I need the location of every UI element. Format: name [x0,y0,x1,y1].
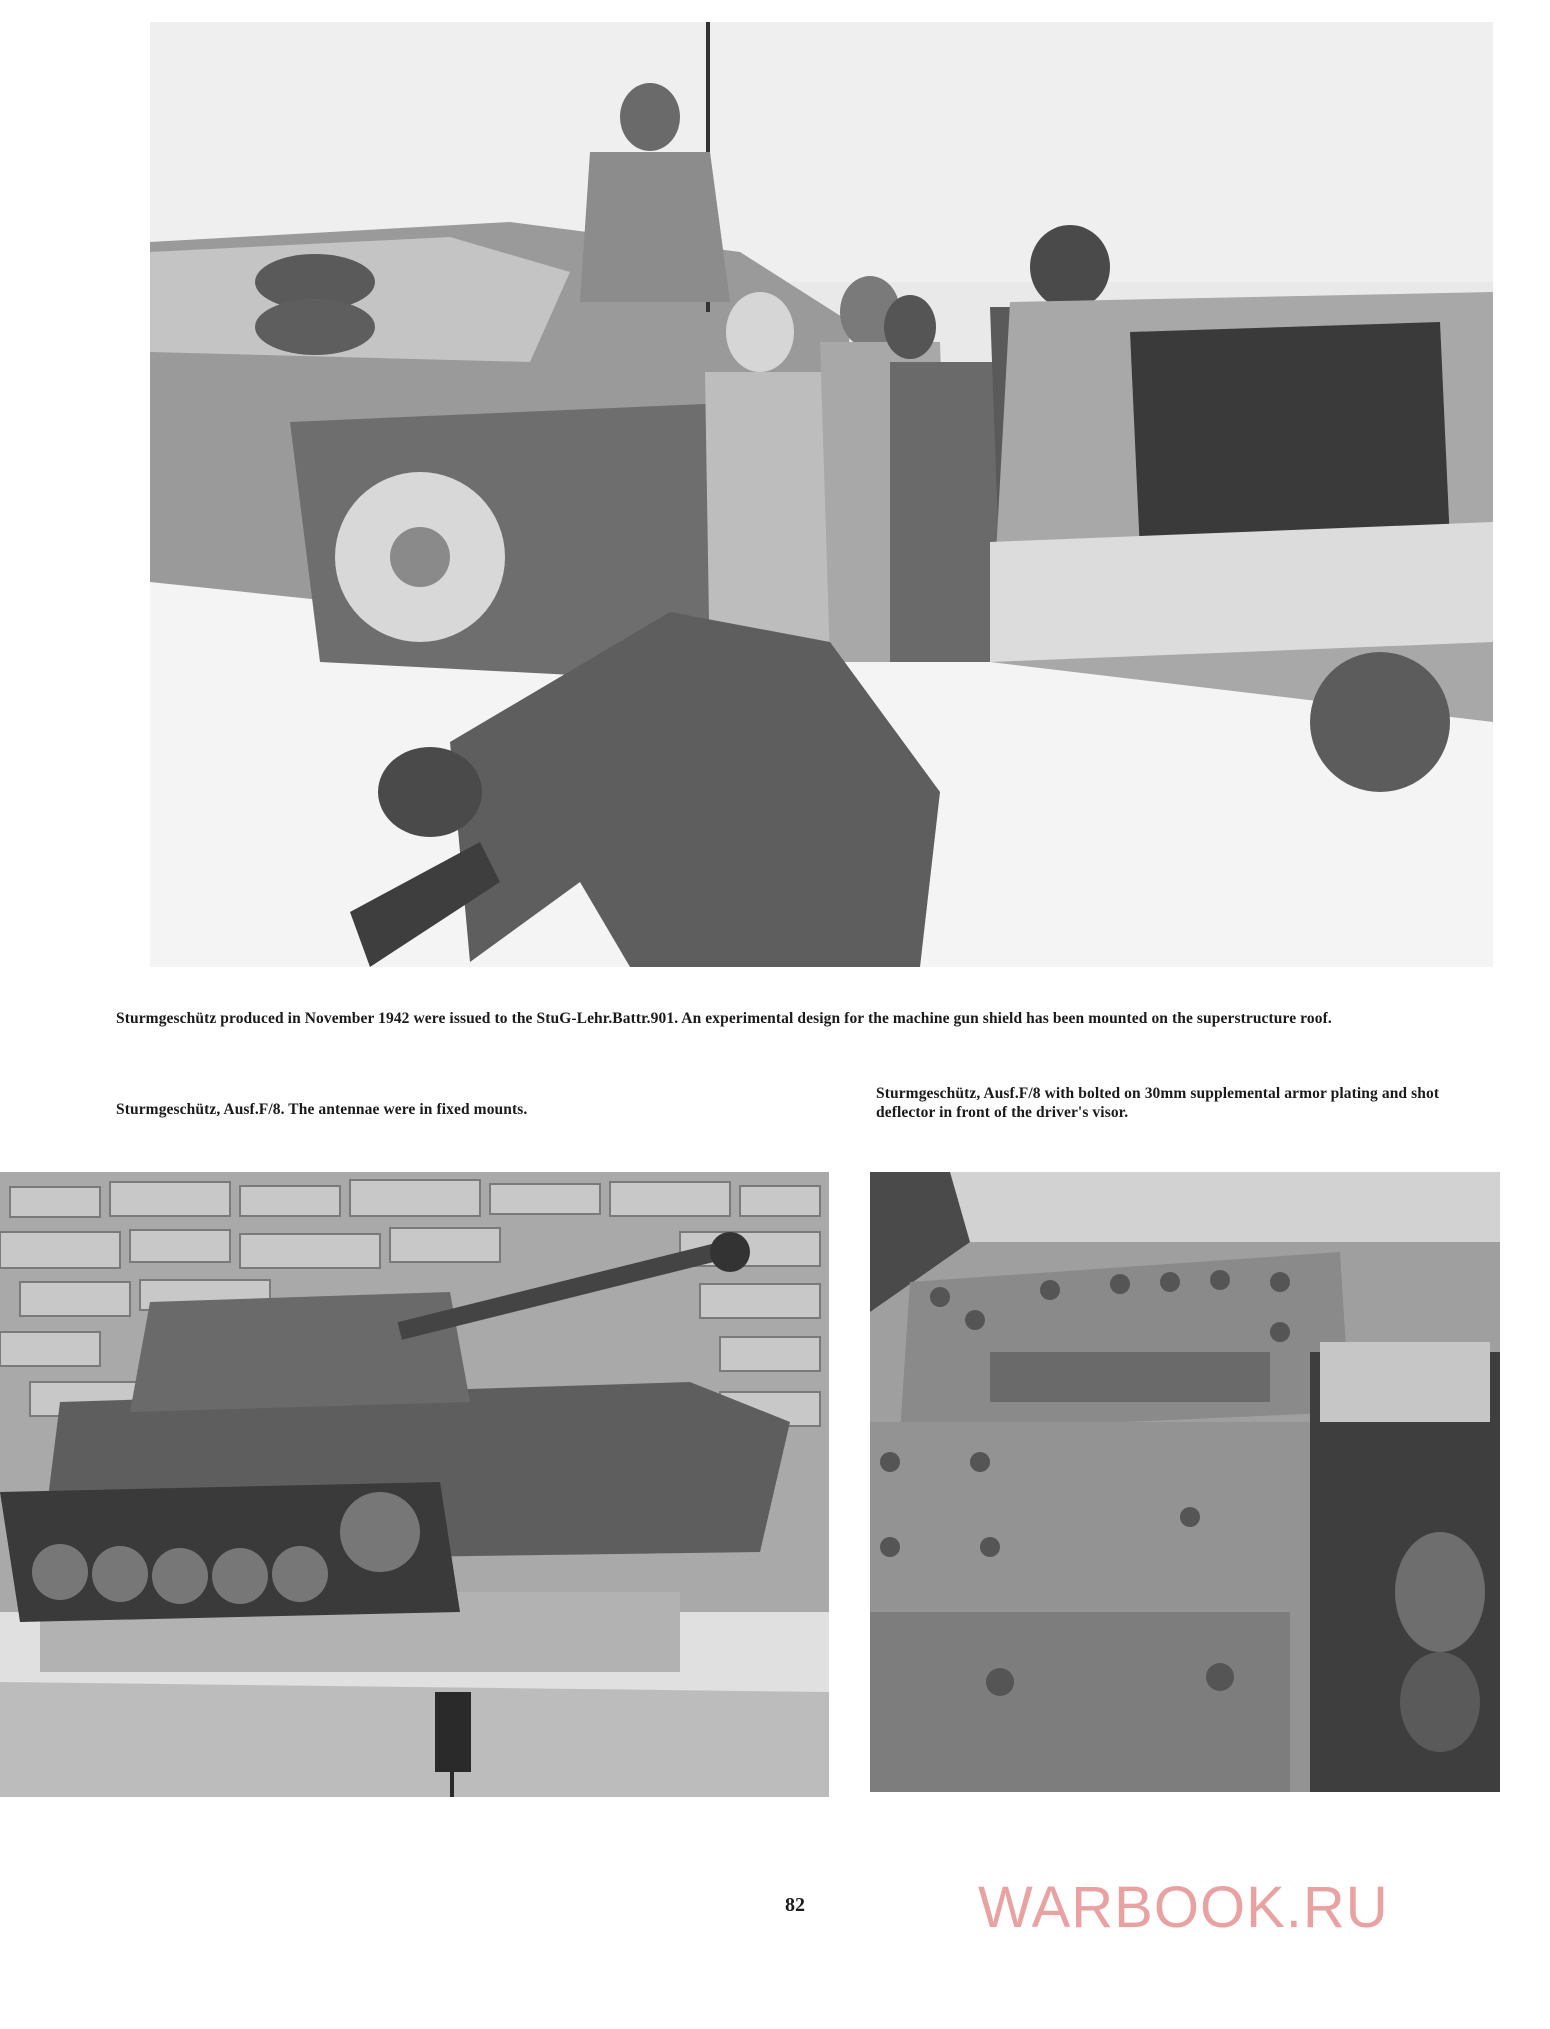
armor-closeup-photo [870,1172,1500,1792]
watermark: WARBOOK.RU [978,1875,1389,1940]
caption-right-photo: Sturmgeschütz, Ausf.F/8 with bolted on 30mm supplemental armor plating and shot deflector in front of the driver's visor. [876,1085,1440,1121]
museum-stug-photo [0,1172,829,1797]
winter-crew-photo [150,22,1493,967]
page-number: 82 [785,1894,805,1916]
caption-left-photo: Sturmgeschütz, Ausf.F/8. The antennae were in fixed mounts. [116,1101,528,1118]
caption-top-photo: Sturmgeschütz produced in November 1942 were issued to the StuG-Lehr.Battr.901. An experimental design for the machine gun shield has been mounted on the superstructure roof. [116,1010,1332,1027]
